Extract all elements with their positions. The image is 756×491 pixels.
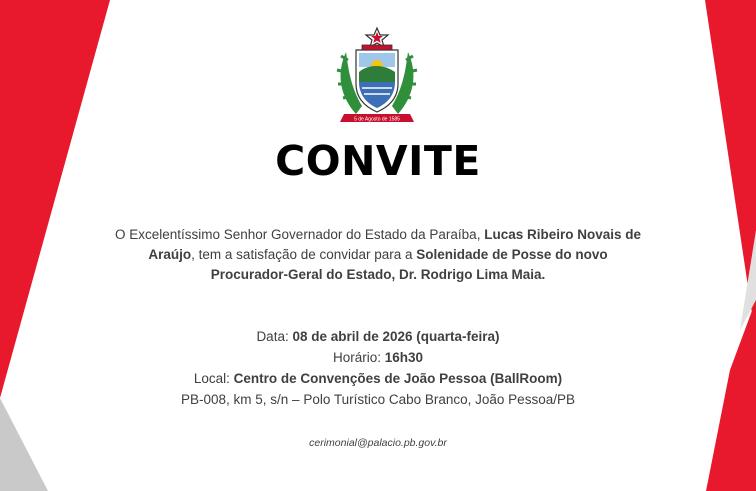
place-value: Centro de Convenções de João Pessoa (BallRoom) (233, 371, 563, 386)
time-label: Horário: (332, 350, 385, 365)
svg-text:5 de Agosto de 1585: 5 de Agosto de 1585 (354, 116, 400, 123)
intro-text-2: , tem a satisfação de convidar para a (191, 247, 417, 262)
date-line (0, 326, 756, 347)
time-value: 16h30 (384, 350, 424, 365)
time-line (0, 347, 756, 368)
event-details (0, 326, 756, 410)
date-label: Data: (256, 329, 293, 344)
invitation-text (108, 225, 648, 285)
address-line: PB-008, km 5, s/n – Polo Turístico Cabo Branco, João Pessoa/PB (181, 392, 575, 407)
place-line (0, 368, 756, 389)
place-label: Local: (193, 371, 234, 386)
contact-email: cerimonial@palacio.pb.gov.br (309, 437, 447, 449)
date-value: 08 de abril de 2026 (quarta-feira) (292, 329, 500, 344)
intro-text: O Excelentíssimo Senhor Governador do Estado da Paraíba, (114, 227, 485, 242)
event-name: Solenidade de Posse do novo Procurador-Geral do Estado, Dr. Rodrigo Lima Maia. (210, 247, 608, 282)
page-title: CONVITE (275, 137, 481, 185)
coat-of-arms (326, 26, 428, 126)
governor-name: Lucas Ribeiro Novais de Araújo (148, 227, 642, 262)
